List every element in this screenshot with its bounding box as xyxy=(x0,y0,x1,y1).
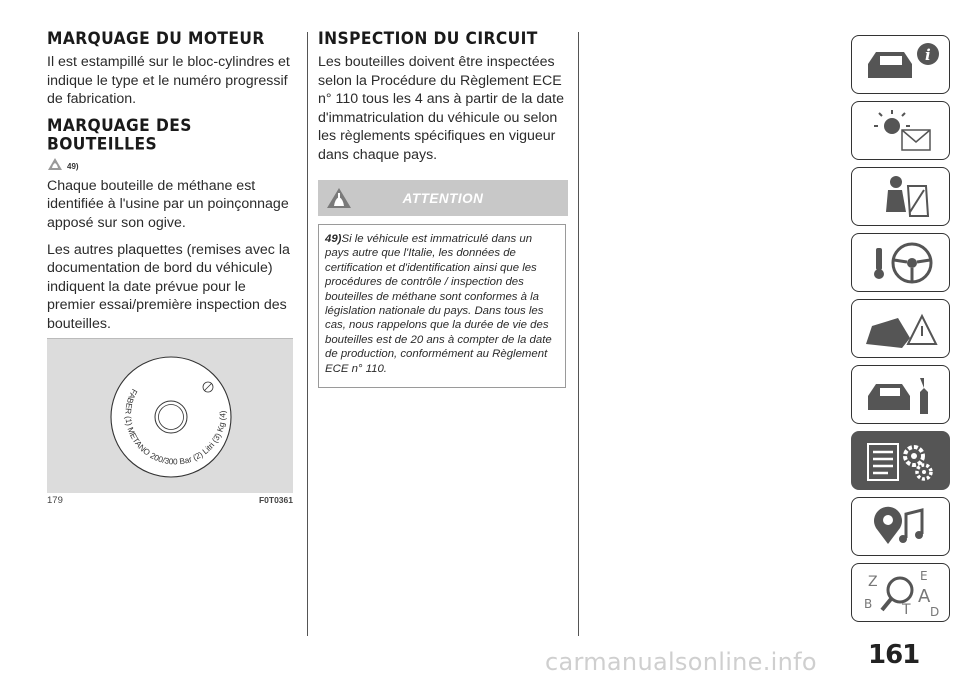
technical-data-icon xyxy=(858,436,944,486)
sidebar-tab-car-info[interactable] xyxy=(851,35,950,94)
car-service-icon xyxy=(858,370,944,420)
warning-lights-icon xyxy=(858,106,944,156)
attention-note-text: Si le véhicule est immatriculé dans un pays autre que l'Italie, les données de certification et d'identification ainsi que les procédures de contrôle / inspection des bouteilles de méthane sont conformes à la législation nationale du pays. Dans tous les cas, nous rappelons que la durée de vie des bouteilles est de 20 ans à compter de la date de production, conformément au Règlement ECE n° 110. xyxy=(325,233,552,375)
warning-hand-icon xyxy=(47,157,63,171)
cylinder-dome-illustration xyxy=(47,339,293,493)
paragraph-moteur: Il est estampillé sur le bloc-cylindres et indique le type et le numéro progressif de fabrication. xyxy=(47,54,290,108)
left-column xyxy=(47,30,297,342)
svg-text:T: T xyxy=(902,602,911,618)
sidebar-tab-driving[interactable] xyxy=(851,233,950,292)
figure-caption xyxy=(47,495,293,506)
svg-text:A: A xyxy=(918,586,931,607)
paragraph-plaquettes: Les autres plaquettes (remises avec la documentation de bord du véhicule) indiquent la date prévue pour le premier essai/première inspection des bouteilles. xyxy=(47,241,290,332)
sidebar-tab-safety[interactable] xyxy=(851,167,950,226)
sidebar-tab-service[interactable] xyxy=(851,365,950,424)
heading-marquage-moteur: MARQUAGE DU MOTEUR xyxy=(47,28,265,49)
svg-text:Z: Z xyxy=(868,574,878,590)
figure-cylinder-marking xyxy=(47,338,293,493)
paragraph-bouteille-identifiee: Chaque bouteille de méthane est identifiée à l'usine par un poinçonnage apposé sur son ogive. xyxy=(47,177,289,231)
sidebar-tab-multimedia[interactable] xyxy=(851,497,950,556)
car-info-icon xyxy=(858,40,944,90)
sidebar-tab-emergency[interactable] xyxy=(851,299,950,358)
safety-seat-icon xyxy=(858,172,944,222)
sidebar-tab-index[interactable] xyxy=(851,563,950,622)
heading-marquage-bouteilles: MARQUAGE DES BOUTEILLES xyxy=(47,115,192,154)
steering-key-icon xyxy=(858,238,944,288)
attention-header xyxy=(318,180,568,216)
attention-title: ATTENTION xyxy=(402,191,484,206)
index-icon xyxy=(858,568,944,618)
right-column xyxy=(318,30,570,173)
warning-ref-number: 49) xyxy=(67,161,79,171)
page-number: 161 xyxy=(868,640,920,670)
heading-inspection-circuit: INSPECTION DU CIRCUIT xyxy=(318,28,538,49)
svg-text:i: i xyxy=(925,46,931,64)
svg-text:B: B xyxy=(864,597,873,611)
multimedia-icon xyxy=(858,502,944,552)
figure-code: F0T0361 xyxy=(258,495,293,505)
svg-text:E: E xyxy=(920,569,928,583)
sidebar-tab-technical-data[interactable] xyxy=(851,431,950,490)
figure-number: 179 xyxy=(47,495,63,506)
paragraph-inspection: Les bouteilles doivent être inspectées selon la Procédure du Règlement ECE n° 110 tous les 4 ans à partir de la date d'immatriculation du véhicule ou selon les règlements spécifiques en vigueur dans chaque pays. xyxy=(318,54,564,163)
attention-note xyxy=(325,232,559,376)
ring-engraving-text: FABER (1) METANO 200/300 Bar (2) Litri (3) Kg (4) xyxy=(123,387,228,467)
warning-reference xyxy=(47,157,297,171)
sidebar-tab-warning-lights[interactable] xyxy=(851,101,950,160)
svg-text:D: D xyxy=(930,605,940,618)
column-separator-2 xyxy=(578,32,579,636)
watermark: carmanualsonline.info xyxy=(545,648,817,676)
attention-note-number: 49) xyxy=(325,233,342,245)
emergency-icon xyxy=(858,304,944,354)
attention-note-box xyxy=(318,224,566,388)
column-separator-1 xyxy=(307,32,308,636)
